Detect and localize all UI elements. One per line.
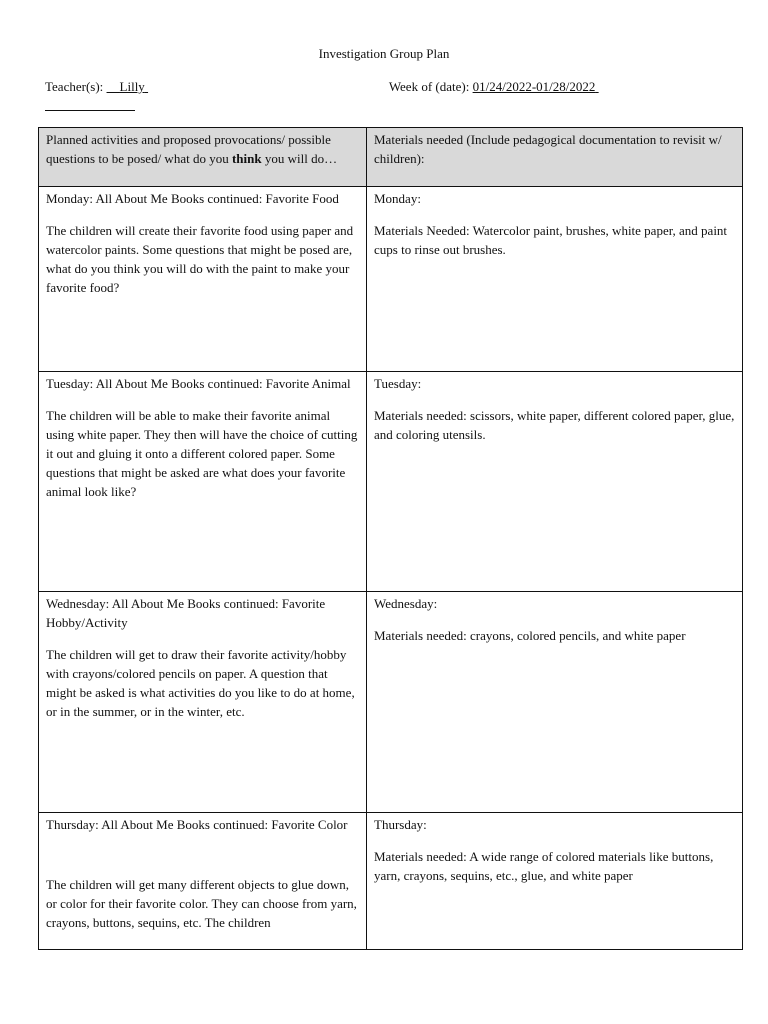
- teacher-name: Lilly: [119, 79, 145, 94]
- table-row: [39, 813, 743, 950]
- header-materials: Materials needed (Include pedagogical documentation to revisit w/ children):: [367, 128, 743, 187]
- activity-description: The children will create their favorite food using paper and watercolor paints. Some questions that might be posed are, what do you think you will do with the paint to make your favorite food?: [46, 223, 354, 295]
- activity-cell: [39, 187, 367, 372]
- activity-cell: [39, 813, 367, 950]
- table-row: [39, 187, 743, 372]
- table-row: [39, 372, 743, 592]
- materials-cell: [367, 372, 743, 592]
- materials-text: Materials needed: crayons, colored pencils, and white paper: [374, 628, 686, 643]
- table-header-row: [39, 128, 743, 187]
- teacher-week-line: [45, 79, 685, 95]
- materials-text: Materials needed: scissors, white paper, different colored paper, glue, and coloring utensils.: [374, 408, 735, 442]
- materials-cell: [367, 592, 743, 813]
- materials-cell: [367, 813, 743, 950]
- teacher-label: Teacher(s):: [45, 79, 104, 94]
- week-value: 01/24/2022-01/28/2022: [472, 79, 596, 94]
- day-label: Monday:: [374, 191, 421, 206]
- document-title: Investigation Group Plan: [318, 46, 450, 61]
- activity-title: Tuesday: All About Me Books continued: Favorite Animal: [46, 376, 351, 391]
- materials-cell: [367, 187, 743, 372]
- plan-table: [38, 127, 743, 950]
- activity-description: The children will be able to make their favorite animal using white paper. They then will have the choice of cutting it out and gluing it onto a different colored paper. Some questions that might be asked are what does your favorite animal look like?: [46, 408, 358, 499]
- activity-title: Wednesday: All About Me Books continued: Favorite Hobby/Activity: [46, 596, 326, 630]
- header-activities: Planned activities and proposed provocations/ possible questions to be posed/ what do you think you will do…: [39, 128, 367, 187]
- activity-cell: [39, 592, 367, 813]
- activity-title: Monday: All About Me Books continued: Favorite Food: [46, 191, 339, 206]
- day-label: Thursday:: [374, 817, 427, 832]
- activity-title: Thursday: All About Me Books continued: Favorite Color: [46, 817, 348, 832]
- day-label: Wednesday:: [374, 596, 438, 611]
- table-row: [39, 592, 743, 813]
- underline-rule: [45, 110, 135, 111]
- materials-text: Materials needed: A wide range of colored materials like buttons, yarn, crayons, sequins, etc., glue, and white paper: [374, 849, 714, 883]
- activity-description: The children will get to draw their favorite activity/hobby with crayons/colored pencils on paper. A question that might be asked is what activities do you like to do at home, or in the summer, or in the winter, etc.: [46, 647, 355, 719]
- week-label: Week of (date):: [388, 79, 470, 94]
- day-label: Tuesday:: [374, 376, 422, 391]
- materials-text: Materials Needed: Watercolor paint, brushes, white paper, and paint cups to rinse out brushes.: [374, 223, 728, 257]
- activity-cell: [39, 372, 367, 592]
- activity-description: The children will get many different objects to glue down, or color for their favorite color. They can choose from yarn, crayons, buttons, sequins, etc. The children: [46, 877, 357, 930]
